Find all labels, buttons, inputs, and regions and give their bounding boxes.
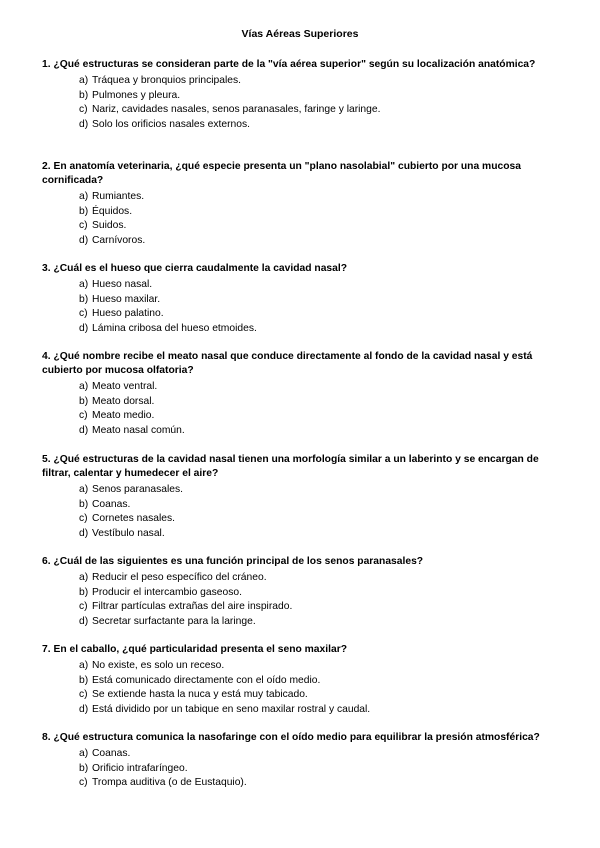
option-letter: d) <box>79 234 89 246</box>
option-letter: a) <box>79 484 89 495</box>
option-letter: a) <box>79 75 89 86</box>
option-letter: a) <box>79 279 89 290</box>
option-letter: b) <box>79 762 89 774</box>
option-letter: c) <box>79 601 88 613</box>
question-3 <box>42 262 562 336</box>
option-letter: a) <box>79 381 89 392</box>
option-letter: d) <box>79 703 89 715</box>
option-text: Meato medio. <box>92 410 155 422</box>
answer-option <box>42 688 562 703</box>
option-letter: a) <box>79 660 89 671</box>
question-4 <box>42 350 562 438</box>
option-text: Hueso nasal. <box>92 279 153 290</box>
option-text: Meato nasal común. <box>92 424 185 436</box>
answer-option <box>42 322 562 337</box>
question-7 <box>42 643 562 717</box>
answer-option <box>42 74 562 89</box>
option-text: Nariz, cavidades nasales, senos paranasales, faringe y laringe. <box>92 104 381 116</box>
option-text: Orificio intrafaríngeo. <box>92 762 188 774</box>
question-6 <box>42 555 562 629</box>
option-text: Se extiende hasta la nuca y está muy tabicado. <box>92 689 308 701</box>
answer-option <box>42 219 562 234</box>
answer-option <box>42 586 562 601</box>
option-letter: b) <box>79 498 89 510</box>
document-title: Vías Aéreas Superiores <box>241 28 359 40</box>
option-text: Producir el intercambio gaseoso. <box>92 586 242 598</box>
option-letter: b) <box>79 586 89 598</box>
question-text: 4. ¿Qué nombre recibe el meato nasal que conduce directamente al fondo de la cavidad nasal y está cubierto por mucosa olfatoria? <box>42 351 533 376</box>
option-letter: d) <box>79 527 89 539</box>
option-letter: d) <box>79 118 89 130</box>
option-letter: c) <box>79 104 88 116</box>
answer-option <box>42 293 562 308</box>
answer-option <box>42 571 562 586</box>
answer-option <box>42 512 562 527</box>
option-text: Está dividido por un tabique en seno maxilar rostral y caudal. <box>92 703 371 715</box>
option-letter: d) <box>79 322 89 334</box>
answer-option <box>42 307 562 322</box>
question-5 <box>42 453 562 541</box>
question-text: 7. En el caballo, ¿qué particularidad presenta el seno maxilar? <box>42 644 348 655</box>
question-text: 2. En anatomía veterinaria, ¿qué especie presenta un "plano nasolabial" cubierto por una mucosa cornificada? <box>42 161 521 186</box>
question-2 <box>42 160 562 248</box>
answer-option <box>42 190 562 205</box>
option-text: Hueso maxilar. <box>92 293 161 305</box>
option-text: Pulmones y pleura. <box>92 89 181 101</box>
option-text: Cornetes nasales. <box>92 513 175 525</box>
option-letter: c) <box>79 220 88 232</box>
answer-option <box>42 600 562 615</box>
option-letter: b) <box>79 293 89 305</box>
answer-option <box>42 205 562 220</box>
answer-option <box>42 103 562 118</box>
option-letter: c) <box>79 513 88 525</box>
question-1 <box>42 58 562 132</box>
option-letter: a) <box>79 748 89 759</box>
question-text: 1. ¿Qué estructuras se consideran parte de la "vía aérea superior" según su localización anatómica? <box>42 59 536 70</box>
option-letter: c) <box>79 777 88 789</box>
answer-option <box>42 674 562 689</box>
option-text: Équidos. <box>92 205 133 217</box>
question-text: 3. ¿Cuál es el hueso que cierra caudalmente la cavidad nasal? <box>42 263 348 274</box>
option-text: Filtrar partículas extrañas del aire inspirado. <box>92 601 293 613</box>
answer-option <box>42 278 562 293</box>
option-text: Meato ventral. <box>92 381 158 392</box>
option-letter: d) <box>79 424 89 436</box>
option-letter: b) <box>79 674 89 686</box>
answer-option <box>42 380 562 395</box>
answer-option <box>42 409 562 424</box>
option-text: Rumiantes. <box>92 191 145 202</box>
option-letter: a) <box>79 572 89 583</box>
answer-option <box>42 234 562 249</box>
option-text: Suidos. <box>92 220 127 232</box>
option-letter: a) <box>79 191 89 202</box>
answer-option <box>42 498 562 513</box>
answer-option <box>42 527 562 542</box>
option-text: Secretar surfactante para la laringe. <box>92 615 256 627</box>
option-letter: b) <box>79 205 89 217</box>
option-letter: c) <box>79 308 88 320</box>
option-text: Está comunicado directamente con el oído medio. <box>92 674 321 686</box>
option-letter: b) <box>79 89 89 101</box>
answer-option <box>42 118 562 133</box>
option-text: Coanas. <box>92 498 131 510</box>
answer-option <box>42 659 562 674</box>
option-text: Reducir el peso específico del cráneo. <box>92 572 267 583</box>
question-text: 5. ¿Qué estructuras de la cavidad nasal tienen una morfología similar a un laberinto y se encargan de filtrar, calentar y humedecer el aire? <box>42 454 539 479</box>
option-text: Hueso palatino. <box>92 308 164 320</box>
answer-option <box>42 89 562 104</box>
option-letter: b) <box>79 395 89 407</box>
option-text: Meato dorsal. <box>92 395 155 407</box>
question-text: 6. ¿Cuál de las siguientes es una función principal de los senos paranasales? <box>42 556 424 567</box>
question-8 <box>42 731 562 791</box>
option-text: No existe, es solo un receso. <box>92 660 225 671</box>
answer-option <box>42 762 562 777</box>
option-letter: c) <box>79 410 88 422</box>
option-letter: d) <box>79 615 89 627</box>
option-text: Coanas. <box>92 748 131 759</box>
answer-option <box>42 776 562 791</box>
answer-option <box>42 395 562 410</box>
answer-option <box>42 424 562 439</box>
answer-option <box>42 703 562 718</box>
answer-option <box>42 747 562 762</box>
option-letter: c) <box>79 689 88 701</box>
option-text: Trompa auditiva (o de Eustaquio). <box>92 777 247 789</box>
answer-option <box>42 483 562 498</box>
option-text: Tráquea y bronquios principales. <box>92 75 242 86</box>
answer-option <box>42 615 562 630</box>
option-text: Carnívoros. <box>92 234 146 246</box>
option-text: Vestíbulo nasal. <box>92 527 165 539</box>
option-text: Lámina cribosa del hueso etmoides. <box>92 322 257 334</box>
option-text: Solo los orificios nasales externos. <box>92 118 250 130</box>
question-text: 8. ¿Qué estructura comunica la nasofaringe con el oído medio para equilibrar la presión atmosférica? <box>42 732 540 743</box>
option-text: Senos paranasales. <box>92 484 184 495</box>
